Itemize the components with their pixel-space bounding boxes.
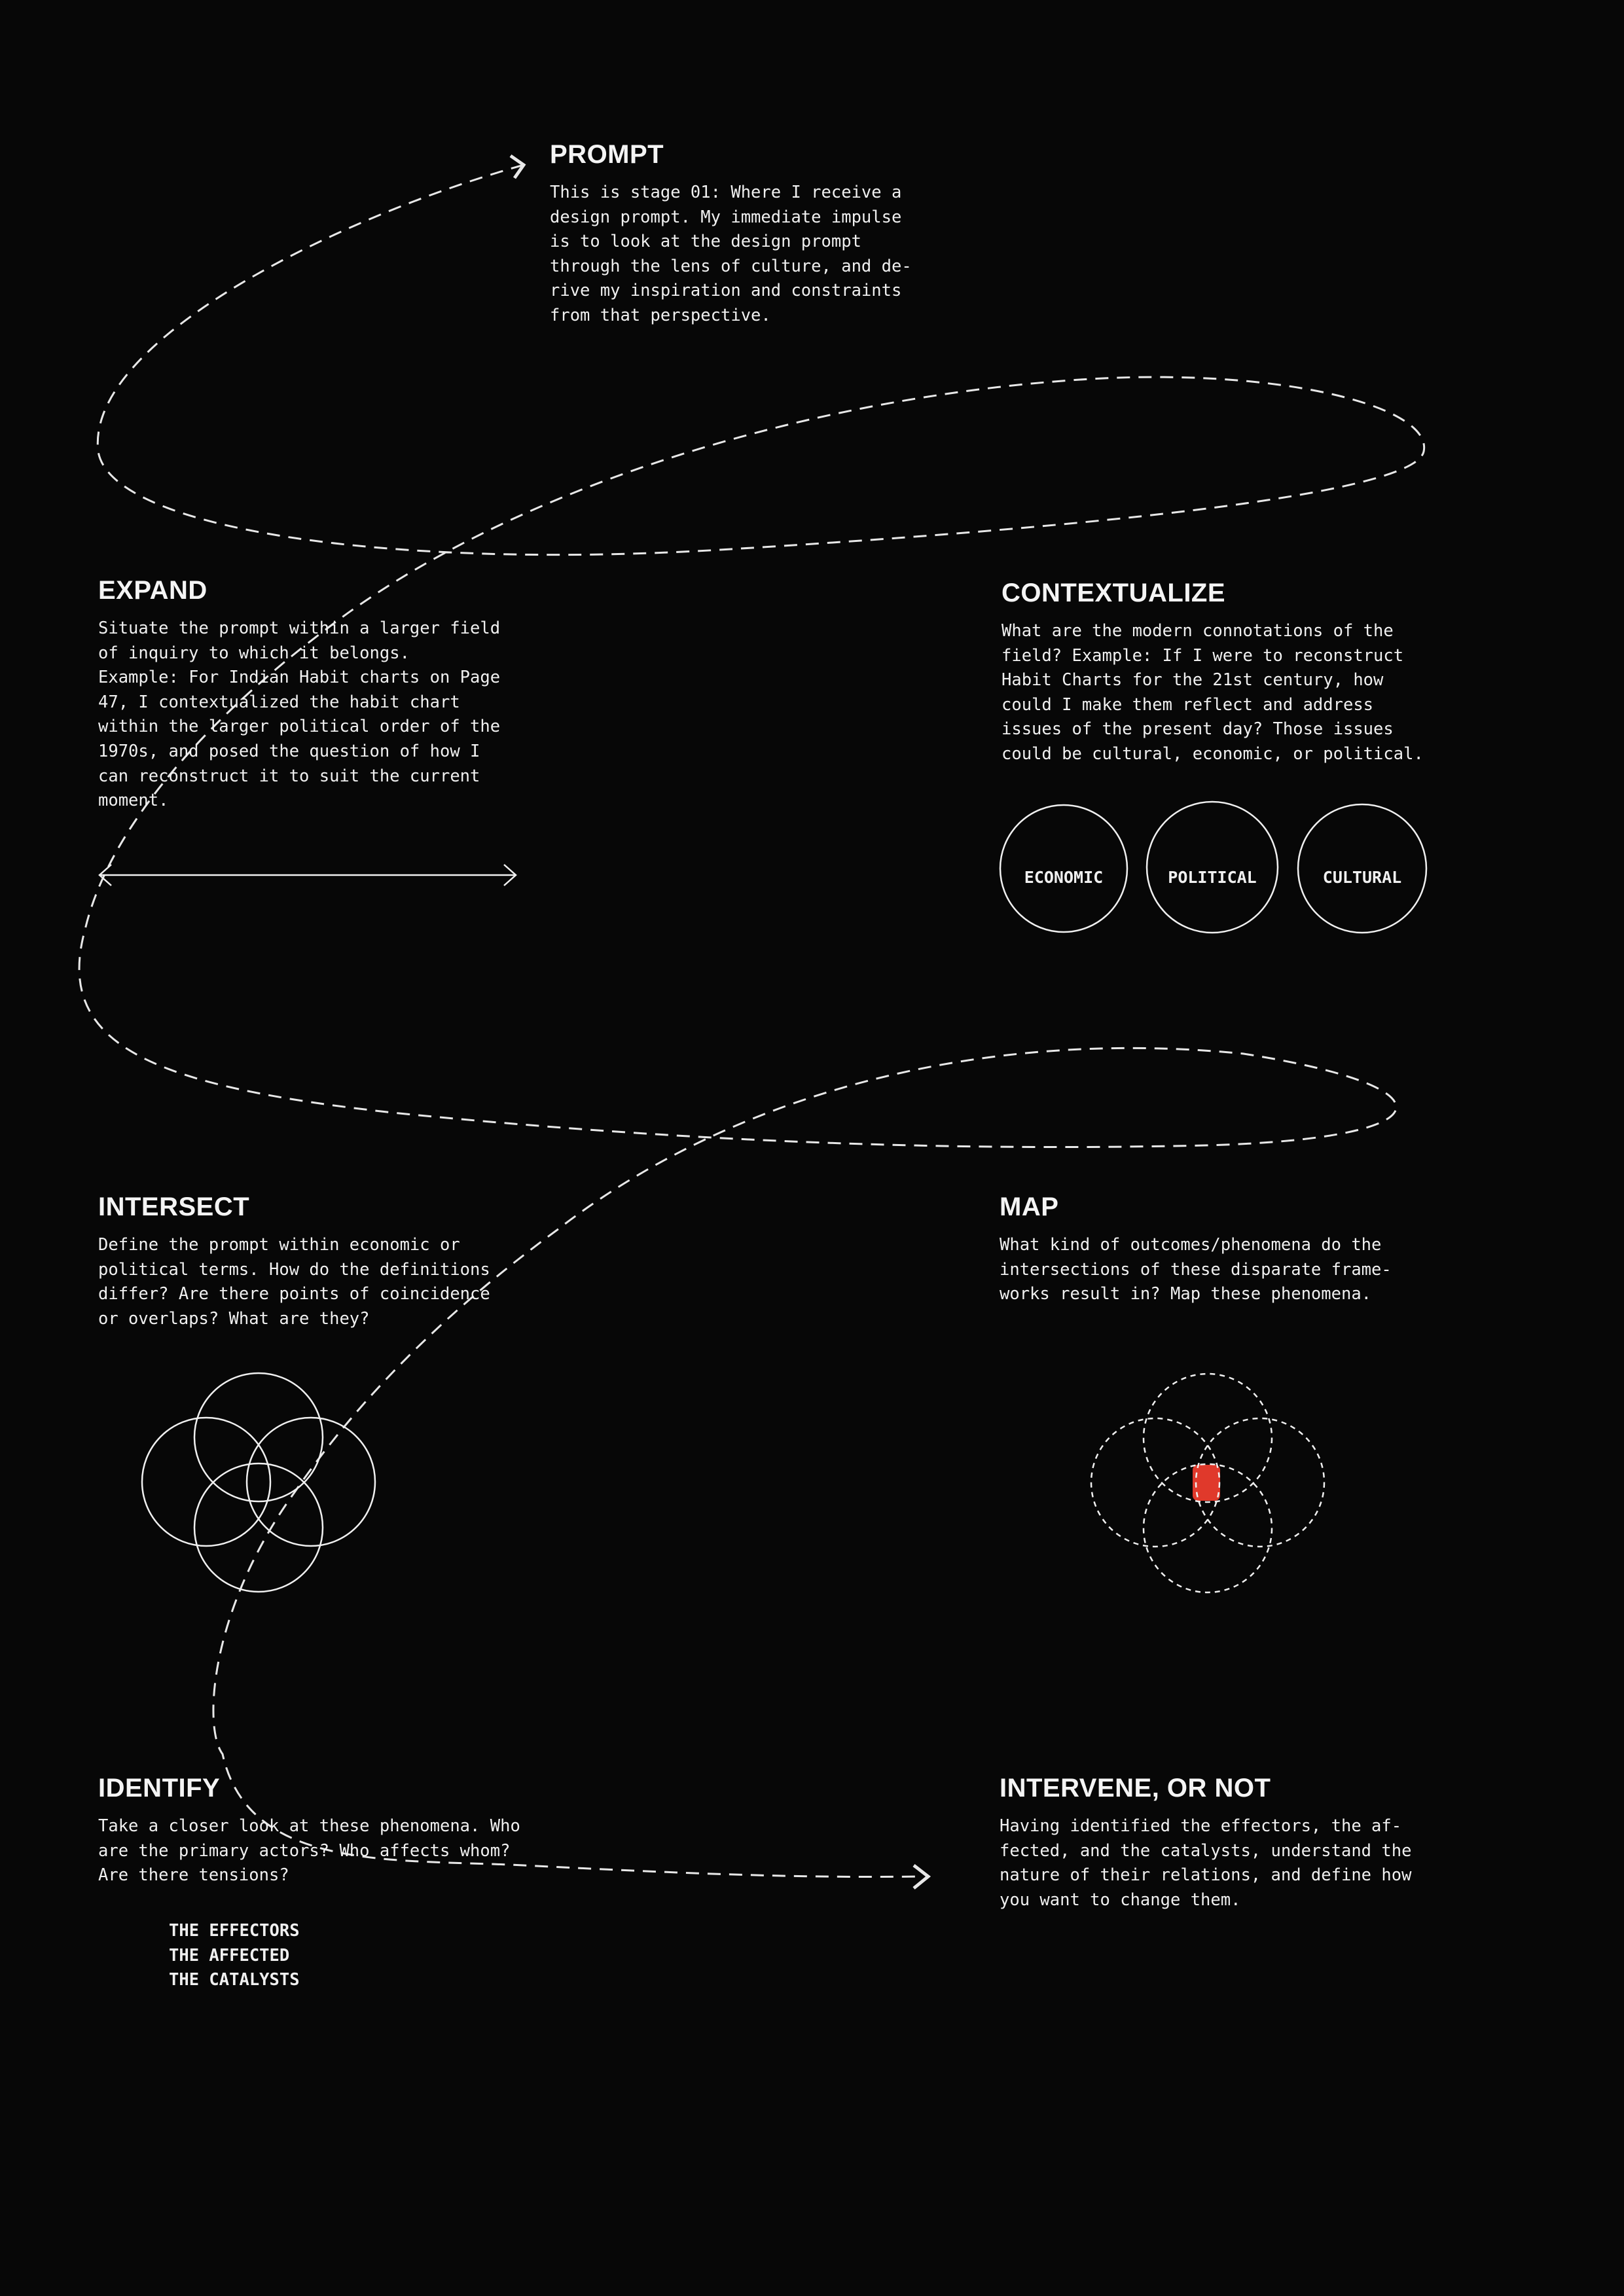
expand-double-arrow [99, 865, 516, 886]
venn-circle-bottom [194, 1463, 323, 1592]
identify-body: Take a closer look at these phenomena. Who are the primary actors? Who affects whom? Are there tensions? [98, 1816, 520, 1886]
section-intervene [1000, 1774, 1458, 1912]
section-expand [98, 576, 543, 814]
contextualize-body: What are the modern connotations of the field? Example: If I were to reconstruct Habit Charts for the 21st century, how could I make them reflect and address issues of the present day? Those issues could be cultural, economic, or political. [1001, 621, 1424, 764]
intersect-title: INTERSECT [98, 1193, 250, 1221]
map-body: What kind of outcomes/phenomena do the intersections of these disparate frame- works result in? Map these phenomena. [1000, 1235, 1392, 1304]
section-contextualize [1001, 579, 1460, 767]
process-flow-path [79, 165, 1424, 1877]
intervene-title: INTERVENE, OR NOT [1000, 1774, 1271, 1803]
path-end-arrowhead [914, 1865, 928, 1888]
actor-affected: THE AFFECTED [169, 1945, 290, 1965]
expand-body: Situate the prompt within a larger field of inquiry to which it belongs. Example: For Indian Habit charts on Page 47, I contextualized the habit chart within the larger political order of the 1970s, and posed the question of how I can reconstruct it to suit the current moment. [98, 619, 501, 811]
section-identify [98, 1774, 596, 1888]
circle-label-political: POLITICAL [1168, 868, 1257, 887]
contextualize-circles [1000, 802, 1426, 933]
intervene-body: Having identified the effectors, the af- fected, and the catalysts, understand the nature of their relations, and define how you want to change them. [1000, 1816, 1412, 1910]
intersect-venn-diagram [142, 1373, 375, 1592]
identify-title: IDENTIFY [98, 1774, 221, 1803]
contextualize-title: CONTEXTUALIZE [1001, 579, 1226, 607]
venn-circle-left [142, 1418, 270, 1546]
actor-catalysts: THE CATALYSTS [169, 1970, 300, 1990]
map-venn-diagram [1091, 1374, 1324, 1592]
actors-list [169, 1919, 300, 1993]
circle-political [1147, 802, 1278, 933]
section-map [1000, 1193, 1458, 1307]
actor-effectors: THE EFFECTORS [169, 1921, 300, 1941]
prompt-title: PROMPT [550, 140, 664, 169]
circle-label-cultural: CULTURAL [1322, 868, 1402, 887]
venn-circle-right [247, 1418, 375, 1546]
map-title: MAP [1000, 1193, 1059, 1221]
circle-label-economic: ECONOMIC [1024, 868, 1104, 887]
section-prompt [550, 140, 956, 329]
section-intersect [98, 1193, 543, 1331]
expand-title: EXPAND [98, 576, 208, 605]
intersect-body: Define the prompt within economic or political terms. How do the definitions differ? Are there points of coincidence or overlaps? What are they? [98, 1235, 490, 1329]
prompt-body: This is stage 01: Where I receive a design prompt. My immediate impulse is to look at the design prompt through the lens of culture, and de- rive my inspiration and constraints from that perspective. [550, 183, 912, 325]
